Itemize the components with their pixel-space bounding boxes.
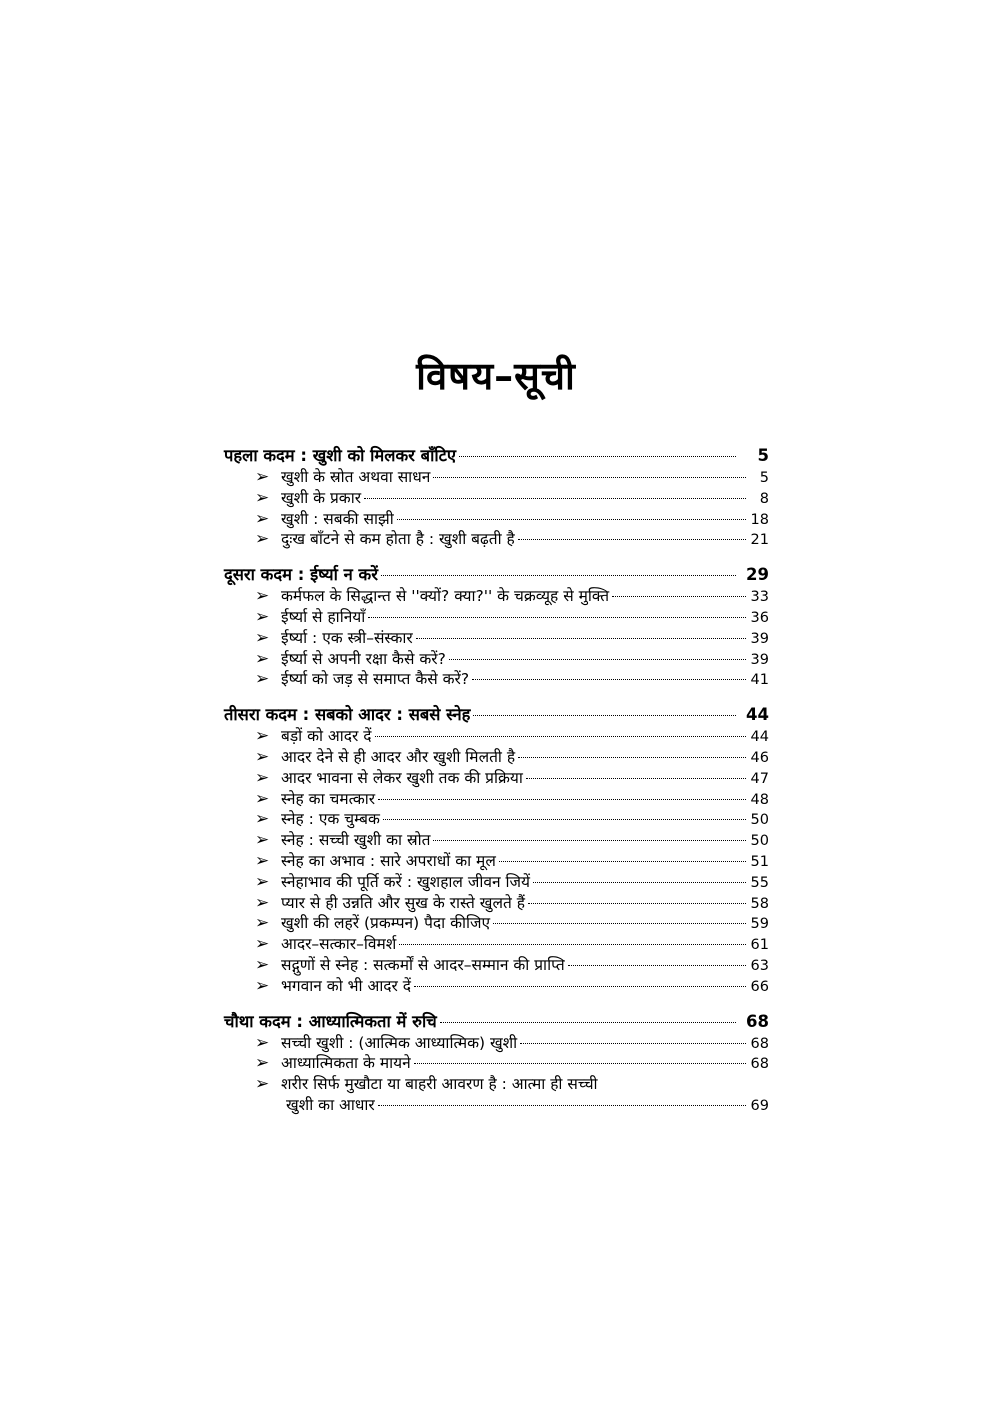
toc-entry[interactable] [224, 809, 769, 830]
arrow-bullet-icon: ➢ [255, 627, 270, 648]
dot-leader [383, 819, 746, 820]
toc-section-4 [224, 1010, 769, 1116]
arrow-bullet-icon: ➢ [255, 1053, 270, 1074]
dot-leader [397, 519, 746, 520]
arrow-bullet-icon: ➢ [255, 871, 270, 892]
arrow-bullet-icon: ➢ [255, 934, 270, 955]
heading-text: चौथा कदम : आध्यात्मिकता में रुचि [224, 1011, 437, 1031]
page-number: 51 [750, 853, 769, 870]
arrow-bullet-icon: ➢ [255, 648, 270, 669]
dot-leader [440, 1022, 736, 1023]
dot-leader [414, 986, 746, 987]
page-number: 59 [750, 916, 769, 933]
page-number: 39 [750, 630, 769, 647]
entry-text: खुशी के स्रोत अथवा साधन [281, 468, 431, 486]
page-number: 46 [750, 749, 769, 766]
toc-entry[interactable] [224, 913, 769, 934]
entry-text: स्नेह का चमत्कार [281, 789, 376, 808]
arrow-bullet-icon: ➢ [255, 850, 270, 871]
page-number: 18 [750, 511, 769, 528]
page-number: 41 [750, 672, 769, 689]
arrow-bullet-icon: ➢ [255, 1032, 270, 1053]
toc-entry[interactable] [224, 586, 769, 607]
entry-text: सच्ची खुशी : (आत्मिक आध्यात्मिक) खुशी [281, 1033, 518, 1052]
entry-text: शरीर सिर्फ मुखौटा या बाहरी आवरण है : आत्मा ही सच्ची [281, 1075, 598, 1094]
entry-text: स्नेह : एक चुम्बक [281, 810, 380, 829]
toc-entry[interactable] [224, 628, 769, 649]
arrow-bullet-icon: ➢ [255, 606, 270, 627]
page-number: 68 [746, 1011, 769, 1031]
entry-text: बड़ों को आदर दें [281, 727, 372, 746]
arrow-bullet-icon: ➢ [255, 467, 270, 487]
dot-leader [526, 778, 746, 779]
page-number: 47 [750, 770, 769, 787]
entry-text: ईर्ष्या से अपनी रक्षा कैसे करें? [281, 649, 446, 668]
dot-leader [449, 659, 746, 660]
dot-leader [533, 882, 746, 883]
dot-leader [459, 456, 736, 457]
toc-entry[interactable] [224, 467, 769, 488]
dot-leader [381, 575, 736, 576]
entry-text: खुशी की लहरें (प्रकम्पन) पैदा कीजिए [281, 914, 491, 933]
entry-text: स्नेहाभाव की पूर्ति करें : खुशहाल जीवन जियें [281, 872, 531, 891]
page-number: 8 [759, 490, 769, 507]
arrow-bullet-icon: ➢ [255, 954, 270, 975]
entry-text: आदर देने से ही आदर और खुशी मिलती है [281, 747, 516, 766]
toc-heading[interactable] [224, 444, 769, 467]
entry-text: आध्यात्मिकता के मायने [281, 1054, 411, 1073]
entry-text: आदर–सत्कार–विमर्श [281, 935, 397, 954]
page-number: 69 [750, 1097, 769, 1114]
page-number: 36 [750, 609, 769, 626]
toc-heading[interactable] [224, 703, 769, 726]
dot-leader [399, 944, 746, 945]
page-number: 44 [750, 729, 769, 746]
toc-entry[interactable] [224, 649, 769, 670]
page-number: 44 [746, 705, 769, 725]
page-title: विषय–सूची [416, 354, 576, 398]
toc-heading[interactable] [224, 563, 769, 586]
entry-text: ईर्ष्या को जड़ से समाप्त कैसे करें? [281, 670, 470, 689]
arrow-bullet-icon: ➢ [255, 746, 270, 767]
dot-leader [493, 923, 746, 924]
page-number: 55 [750, 874, 769, 891]
page-number: 66 [750, 978, 769, 995]
toc-entry[interactable] [224, 893, 769, 914]
heading-text: दूसरा कदम : ईर्ष्या न करें [224, 565, 378, 585]
entry-text: स्नेह : सच्ची खुशी का स्रोत [281, 831, 431, 850]
arrow-bullet-icon: ➢ [255, 726, 270, 747]
entry-text: आदर भावना से लेकर खुशी तक की प्रक्रिया [281, 768, 523, 787]
toc-entry[interactable] [224, 529, 769, 550]
page-number: 21 [750, 532, 769, 549]
arrow-bullet-icon: ➢ [255, 529, 270, 550]
entry-text: ईर्ष्या से हानियाँ [281, 607, 366, 626]
entry-text: खुशी : सबकी साझी [281, 509, 394, 528]
toc-entry[interactable] [224, 830, 769, 851]
entry-text: ईर्ष्या : एक स्त्री–संस्कार [281, 628, 413, 647]
page-number: 29 [746, 565, 769, 585]
entry-text: खुशी के प्रकार [281, 488, 362, 507]
table-of-contents [224, 444, 769, 1129]
dot-leader [520, 1043, 746, 1044]
page-number: 68 [750, 1056, 769, 1073]
page-number: 48 [750, 791, 769, 808]
toc-entry[interactable] [224, 1033, 769, 1054]
dot-leader [472, 679, 746, 680]
page-number: 61 [750, 937, 769, 954]
dot-leader [364, 498, 746, 499]
toc-entry[interactable] [224, 747, 769, 768]
page-number: 5 [759, 470, 769, 486]
toc-entry[interactable] [224, 726, 769, 747]
dot-leader [414, 1063, 746, 1064]
toc-entry[interactable] [224, 768, 769, 789]
arrow-bullet-icon: ➢ [255, 913, 270, 934]
toc-entry[interactable] [224, 1053, 769, 1074]
dot-leader [499, 861, 746, 862]
entry-text: भगवान को भी आदर दें [281, 976, 412, 995]
toc-entry[interactable] [224, 669, 769, 690]
page-number: 50 [750, 833, 769, 850]
toc-entry[interactable] [224, 488, 769, 509]
arrow-bullet-icon: ➢ [255, 788, 270, 809]
page-number: 68 [750, 1035, 769, 1052]
page-number: 63 [750, 957, 769, 974]
toc-section-3 [224, 703, 769, 996]
dot-leader [375, 736, 747, 737]
dot-leader [518, 539, 746, 540]
dot-leader [433, 477, 746, 478]
arrow-bullet-icon: ➢ [255, 809, 270, 830]
entry-text: दुःख बाँटने से कम होता है : खुशी बढ़ती है [281, 530, 515, 549]
toc-entry[interactable] [224, 789, 769, 810]
heading-text: पहला कदम : खुशी को मिलकर बाँटिए [224, 446, 457, 465]
toc-entry[interactable] [224, 955, 769, 976]
arrow-bullet-icon: ➢ [255, 767, 270, 788]
toc-heading[interactable] [224, 1010, 769, 1033]
entry-text: खुशी का आधार [286, 1095, 375, 1114]
arrow-bullet-icon: ➢ [255, 892, 270, 913]
arrow-bullet-icon: ➢ [255, 586, 270, 607]
dot-leader [568, 965, 746, 966]
toc-entry[interactable] [224, 851, 769, 872]
toc-section-2 [224, 563, 769, 690]
toc-entry[interactable] [224, 976, 769, 997]
dot-leader [612, 596, 746, 597]
dot-leader [378, 799, 746, 800]
page-number: 5 [757, 446, 769, 465]
entry-text: स्नेह का अभाव : सारे अपराधों का मूल [281, 851, 496, 870]
arrow-bullet-icon: ➢ [255, 669, 270, 690]
dot-leader [473, 715, 736, 716]
page-number: 58 [750, 895, 769, 912]
toc-section-1 [224, 444, 769, 550]
dot-leader [433, 840, 746, 841]
entry-text: सद्गुणों से स्नेह : सत्कर्मों से आदर–सम्मान की प्राप्ति [281, 955, 565, 974]
arrow-bullet-icon: ➢ [255, 487, 270, 508]
dot-leader [416, 638, 746, 639]
toc-entry-continuation[interactable] [224, 1095, 769, 1116]
page-number: 39 [750, 651, 769, 668]
page-number: 50 [750, 812, 769, 829]
toc-entry[interactable] [224, 934, 769, 955]
toc-entry[interactable] [224, 607, 769, 628]
dot-leader [518, 757, 746, 758]
arrow-bullet-icon: ➢ [255, 830, 270, 851]
entry-text: प्यार से ही उन्नति और सुख के रास्ते खुलते हैं [281, 893, 525, 912]
entry-text: कर्मफल के सिद्धान्त से ''क्यों? क्या?'' के चक्रव्यूह से मुक्ति [281, 587, 610, 606]
page-number: 33 [750, 589, 769, 606]
arrow-bullet-icon: ➢ [255, 1074, 270, 1095]
heading-text: तीसरा कदम : सबको आदर : सबसे स्नेह [224, 705, 471, 725]
toc-entry[interactable] [224, 509, 769, 530]
toc-entry-wrapped[interactable] [224, 1074, 769, 1095]
dot-leader [528, 903, 746, 904]
dot-leader [378, 1105, 746, 1106]
toc-entry[interactable] [224, 872, 769, 893]
arrow-bullet-icon: ➢ [255, 508, 270, 529]
dot-leader [368, 617, 746, 618]
arrow-bullet-icon: ➢ [255, 975, 270, 996]
